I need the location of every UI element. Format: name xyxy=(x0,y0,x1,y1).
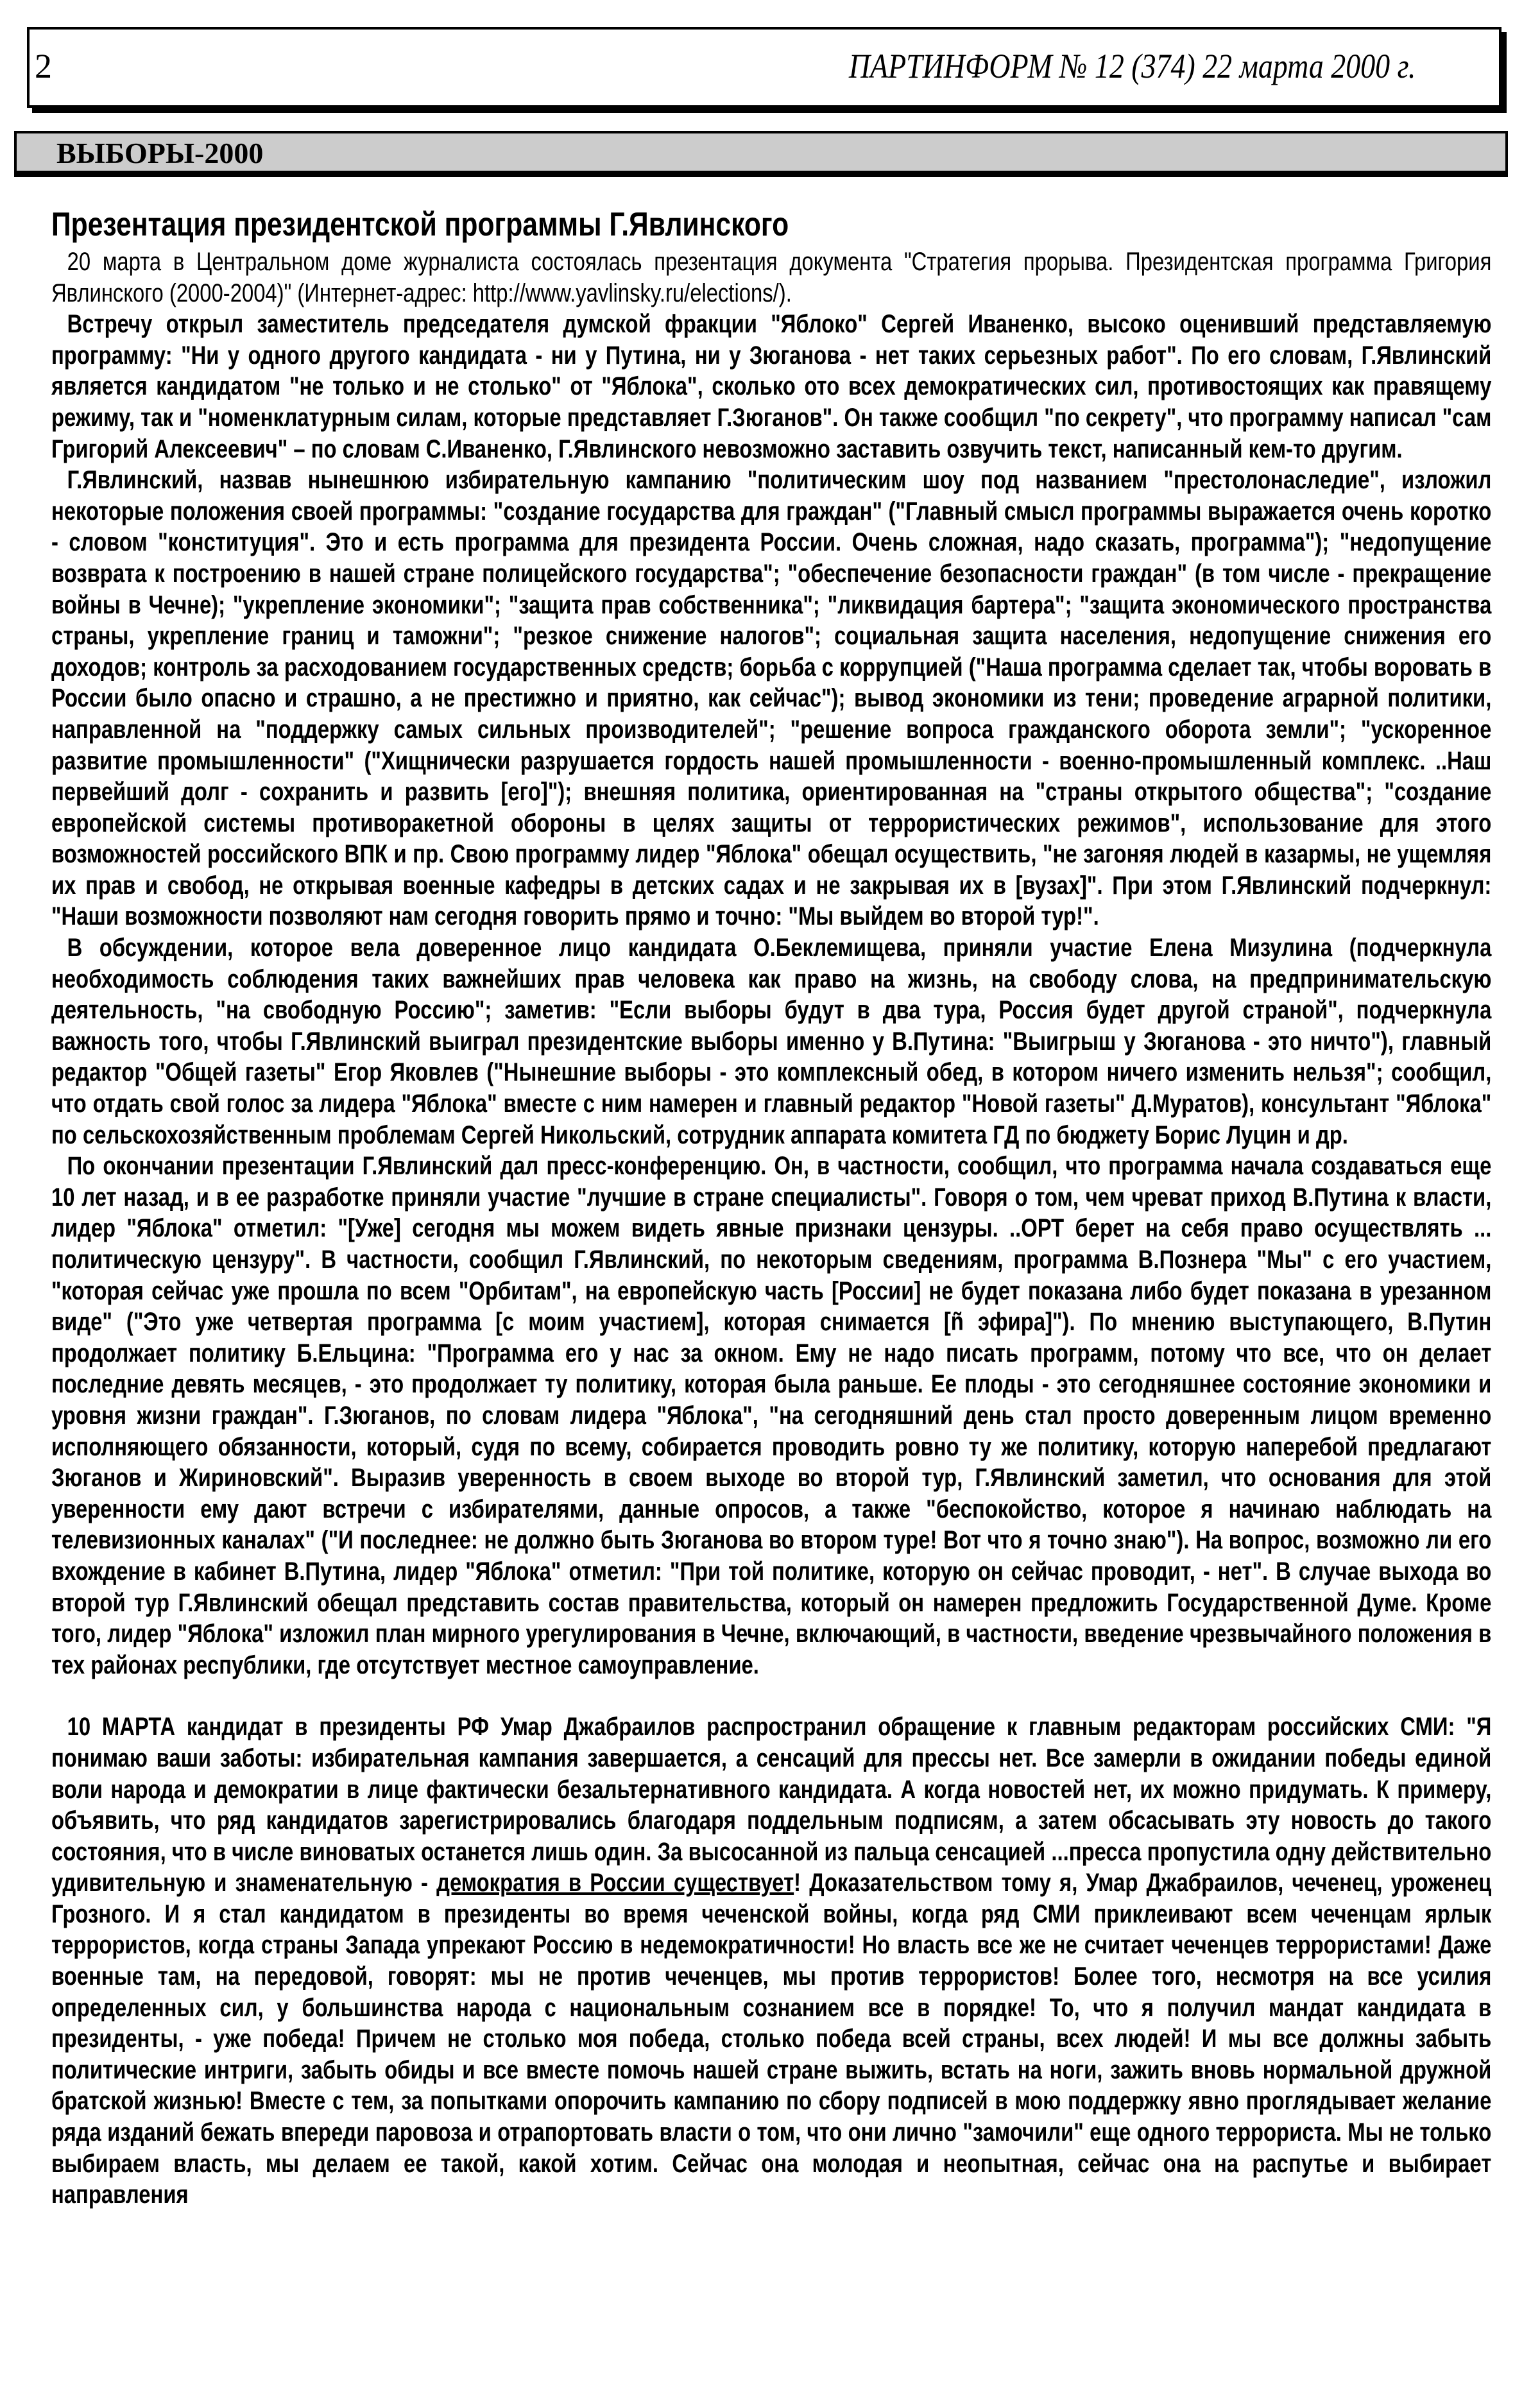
news-item-paragraph xyxy=(51,1711,1491,2211)
article-paragraph: В обсуждении, которое вела доверенное лицо кандидата О.Беклемищева, приняли участие Елена Мизулина (подчеркнула необходимость соблюдения таких важнейших прав человека как право на жизнь, на свободу слова, на предпринимательскую деятельность, "на свободную Россию"; заметив: "Если выборы будут в два тура, Россия будет другой страной", подчеркнула важность того, чтобы Г.Явлинский выиграл президентские выборы именно у В.Путина: "Выигрыш у Зюганова - это ничто"), главный редактор "Общей газеты" Егор Яковлев ("Нынешние выборы - это комплексный обед, в котором ничего изменить нельзя"; сообщил, что отдать свой голос за лидера "Яблока" вместе с ним намерен и главный редактор "Новой газеты" Д.Муратов), консультант "Яблока" по сельскохозяйственным проблемам Сергей Никольский, сотрудник аппарата комитета ГД по бюджету Борис Луцин и др. xyxy=(51,934,1492,1149)
page-header xyxy=(27,27,1502,108)
page-number: 2 xyxy=(35,47,52,85)
article-title: Презентация президентской программы Г.Явлинского xyxy=(51,206,789,243)
text-before: 10 МАРТА кандидат в президенты РФ Умар Джабраилов распространил обращение к главным редакторам российских СМИ: "Я понимаю ваши заботы: избирательная кампания завершается, а сенсаций для прессы нет. Все замерли в ожидании победы единой воли народа и демократии в лице фактически безальтернативного кандидата. А когда новостей нет, их можно придумать. К примеру, объявить, что ряд кандидатов зарегистрировались благодаря поддельным подписям, а затем обсасывать эту новость до такого состояния, что в числе виноватых останется лишь один. За высосанной из пальца сенсацией ...пресса пропустила одну действительно удивительную и знаменательную - xyxy=(51,1713,1492,1898)
section-title: ВЫБОРЫ-2000 xyxy=(56,137,264,169)
publication-title: ПАРТИНФОРМ № 12 (374) 22 марта 2000 г. xyxy=(848,47,1416,85)
section-bar xyxy=(14,131,1508,173)
article-paragraph: 20 марта в Центральном доме журналиста состоялась презентация документа "Стратегия прорыва. Президентская программа Григория Явлинского (2000-2004)" (Интернет-адрес: http://www.yavlinsky.ru/elections/). xyxy=(51,248,1492,307)
text-after: ! Доказательством тому я, Умар Джабраилов, чеченец, уроженец Грозного. И я стал кандидатом в президенты во время чеченской войны, когда ряд СМИ приклеивают всем чеченцам ярлык террористов, когда страны Запада упрекают Россию в недемократичности! Но власть все же не считает чеченцев террористами! Даже военные там, на передовой, говорят: мы не против чеченцев, мы против террористов! Более того, несмотря на все усилия определенных сил, у большинства народа с национальным сознанием все в порядке! То, что я получил мандат кандидата в президенты, - уже победа! Причем не столько моя победа, столько победа всей страны, всех людей! И мы все должны забыть политические интриги, забыть обиды и все вместе помочь нашей стране выжить, встать на ноги, зажить вновь нормальной дружной братской жизнью! Вместе с тем, за попытками опорочить кампанию по сбору подписей в мою поддержку явно проглядывает желание ряда изданий бежать впереди паровоза и отрапортовать власти о том, что они лично "замочили" еще одного террориста. Мы не только выбираем власть, мы делаем ее такой, какой хотим. Сейчас она молодая и неопытная, сейчас она на распутье и выбирает направления xyxy=(51,1869,1492,2209)
underlined-phrase: демократия в России существует xyxy=(436,1869,794,1898)
article-paragraph: По окончании презентации Г.Явлинский дал пресс-конференцию. Он, в частности, сообщил, что программа начала создаваться еще 10 лет назад, и в ее разработке приняли участие "лучшие в стране специалисты". Говоря о том, чем чреват приход В.Путина к власти, лидер "Яблока" отметил: "[Уже] сегодня мы можем видеть явные признаки цензуры. ..ОРТ берет на себя право осуществлять ... политическую цензуру". В частности, сообщил Г.Явлинский, по некоторым сведениям, программа В.Познера "Мы" с его участием, "которая сейчас уже прошла по всем "Орбитам", на европейскую часть [России] не будет показана либо будет показана в урезанном виде" ("Это уже четвертая программа [с моим участием], которая снимается [ñ эфира]"). По мнению выступающего, В.Путин продолжает политику Б.Ельцина: "Программа его у нас за окном. Ему не надо писать программ, потому что все, что он делает последние девять месяцев, - это продолжает ту политику, которая была раньше. Ее плоды - это сегодняшнее состояние экономики и уровня жизни граждан". Г.Зюганов, по словам лидера "Яблока", "на сегодняшний день стал просто доверенным лицом временно исполняющего обязанности, который, судя по всему, собирается проводить ровно ту же политику, которую наперебой предлагают Зюганов и Жириновский". Выразив уверенность в своем выходе во второй тур, Г.Явлинский заметил, что основания для этой уверенности ему дают встречи с избирателями, данные опросов, а также "беспокойство, которое я начинаю наблюдать на телевизионных каналах" ("И последнее: не должно быть Зюганова во втором туре! Вот что я точно знаю"). На вопрос, возможно ли его вхождение в кабинет В.Путина, лидер "Яблока" отметил: "При той политике, которую он сейчас проводит, - нет". В случае выхода во второй тур Г.Явлинский обещал представить состав правительства, который он намерен предложить Государственной Думе. Кроме того, лидер "Яблока" изложил план мирного урегулирования в Чечне, включающий, в частности, введение чрезвычайного положения в тех районах республики, где отсутствует местное самоуправление. xyxy=(51,1152,1492,1679)
article-paragraph: Г.Явлинский, назвав нынешнюю избирательную кампанию "политическим шоу под названием "престолонаследие", изложил некоторые положения своей программы: "создание государства для граждан" ("Главный смысл программы выражается очень коротко - словом "конституция". Это и есть программа для президента России. Очень сложная, надо сказать, программа"); "недопущение возврата к построению в нашей стране полицейского государства"; "обеспечение безопасности граждан" (в том числе - прекращение войны в Чечне); "укрепление экономики"; "защита прав собственника"; "ликвидация бартера"; "защита экономического пространства страны, укрепление границ и таможни"; "резкое снижение налогов"; социальная защита населения, недопущение снижения его доходов; контроль за расходованием государственных средств; борьба с коррупцией ("Наша программа сделает так, чтобы воровать в России было опасно и страшно, а не престижно и приятно, как сейчас"); вывод экономики из тени; проведение аграрной политики, направленной на "поддержку самых сильных производителей"; "решение вопроса гражданского оборота земли"; "ускоренное развитие промышленности" ("Хищнически разрушается гордость нашей промышленности - военно-промышленный комплекс. ..Наш первейший долг - сохранить и развить [его]"); внешняя политика, ориентированная на "страны открытого общества"; "создание европейской системы противоракетной обороны в целях защиты от террористических режимов", использование для этого возможностей российского ВПК и пр. Свою программу лидер "Яблока" обещал осуществить, "не загоняя людей в казармы, не ущемляя их прав и свобод, не открывая военные кафедры в детских садах и не закрывая их в [вузах]". При этом Г.Явлинский подчеркнул: "Наши возможности позволяют нам сегодня говорить прямо и точно: "Мы выйдем во второй тур!". xyxy=(51,466,1492,931)
article-column xyxy=(51,204,1491,2211)
article-paragraph: Встречу открыл заместитель председателя думской фракции "Яблоко" Сергей Иваненко, высоко оценивший представляемую программу: "Ни у одного другого кандидата - ни у Путина, ни у Зюганова - нет таких серьезных работ". По его словам, Г.Явлинский является кандидатом "не только и не столько" от "Яблока", сколько ото всех демократических сил, противостоящих как правящему режиму, так и "номенклатурным силам, которые представляет Г.Зюганов". Он также сообщил "по секрету", что программу написал "сам Григорий Алексеевич" – по словам С.Иваненко, Г.Явлинского невозможно заставить озвучить текст, написанный кем-то другим. xyxy=(51,310,1492,463)
